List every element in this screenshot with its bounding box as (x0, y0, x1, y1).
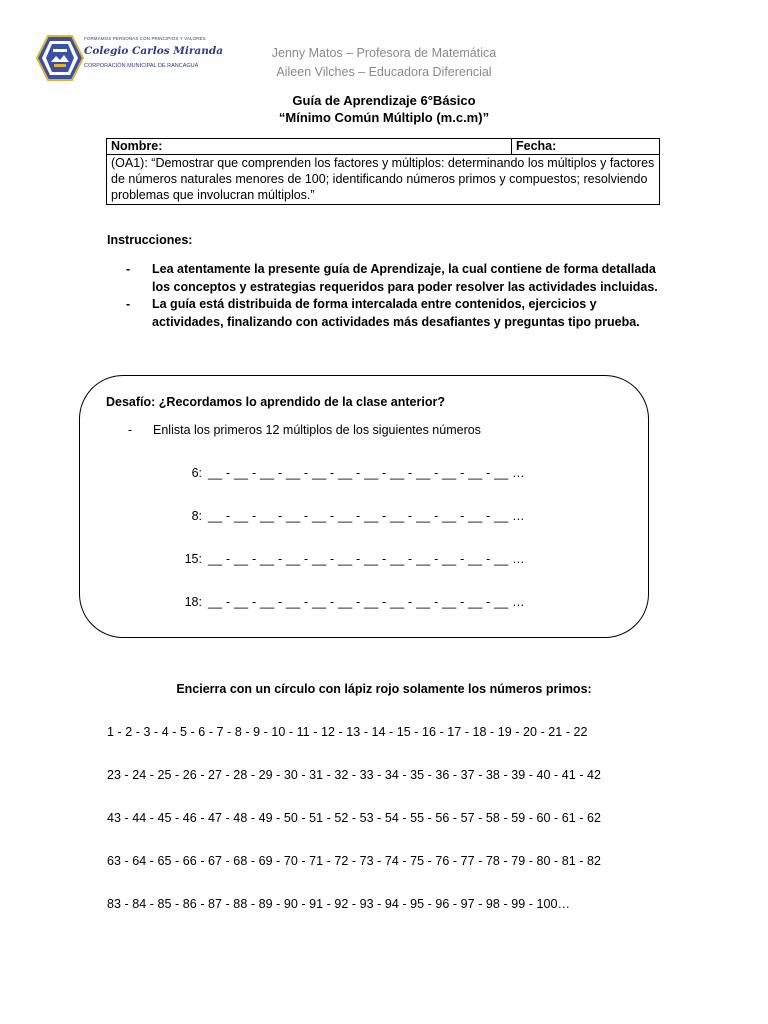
teacher-line-1: Jenny Matos – Profesora de Matemática (271, 46, 497, 60)
student-info-table (106, 138, 660, 205)
instructions-list (126, 261, 666, 331)
challenge-title: Desafío: ¿Recordamos lo aprendido de la clase anterior? (106, 395, 445, 409)
school-name: Colegio Carlos Miranda (84, 45, 223, 57)
multiple-base-number: 15: (184, 552, 202, 566)
multiples-row-8[interactable] (176, 509, 525, 523)
instruction-text: La guía está distribuida de forma intercalada entre contenidos, ejercicios y actividades, finalizando con actividades más desafiantes y preguntas tipo prueba. (152, 297, 640, 329)
guide-title-line-2: “Mínimo Común Múltiplo (m.c.m)” (278, 110, 490, 125)
challenge-instruction: - Enlista los primeros 12 múltiplos de los siguientes números (128, 423, 481, 437)
number-row[interactable]: 63 - 64 - 65 - 66 - 67 - 68 - 69 - 70 - 71 - 72 - 73 - 74 - 75 - 76 - 77 - 78 - 79 - 80 - 81 - 82 (107, 854, 601, 868)
multiples-row-6[interactable] (176, 466, 525, 480)
number-row[interactable]: 83 - 84 - 85 - 86 - 87 - 88 - 89 - 90 - 91 - 92 - 93 - 94 - 95 - 96 - 97 - 98 - 99 - 100… (107, 897, 571, 911)
primes-heading: Encierra con un círculo con lápiz rojo solamente los números primos: (176, 682, 592, 696)
teacher-line-2: Aileen Vilches – Educadora Diferencial (276, 65, 492, 79)
number-row[interactable]: 43 - 44 - 45 - 46 - 47 - 48 - 49 - 50 - 51 - 52 - 53 - 54 - 55 - 56 - 57 - 58 - 59 - 60 - 61 - 62 (107, 811, 601, 825)
number-row[interactable]: 23 - 24 - 25 - 26 - 27 - 28 - 29 - 30 - 31 - 32 - 33 - 34 - 35 - 36 - 37 - 38 - 39 - 40 - 41 - 42 (107, 768, 601, 782)
multiples-row-18[interactable] (176, 595, 525, 609)
teachers-header (0, 44, 768, 82)
learning-objective: (OA1): “Demostrar que comprenden los factores y múltiplos: determinando los múltiplos y factores de números naturales menores de 100; identificando números primos y compuestos; resolviendo problemas que involucran múltiplos.” (111, 156, 655, 202)
guide-title (0, 92, 768, 126)
school-motto: FORMAMOS PERSONAS CON PRINCIPIOS Y VALORES (84, 36, 206, 41)
challenge-instruction-text: Enlista los primeros 12 múltiplos de los siguientes números (153, 423, 481, 437)
multiple-base-number: 8: (191, 509, 202, 523)
school-corporation: CORPORACIÓN MUNICIPAL DE RANCAGUA (84, 63, 199, 69)
instruction-text: Lea atentamente la presente guía de Aprendizaje, la cual contiene de forma detallada los conceptos y estrategias requeridos para poder resolver las actividades incluidas. (152, 262, 658, 294)
info-header-row (107, 139, 659, 155)
multiples-blanks[interactable]: __ - __ - __ - __ - __ - __ - __ - __ - __ - __ - __ - __ … (208, 509, 525, 523)
instruction-item: - La guía está distribuida de forma intercalada entre contenidos, ejercicios y actividades, finalizando con actividades más desafiantes y preguntas tipo prueba. (126, 296, 666, 331)
name-field: Nombre: (107, 139, 512, 154)
multiple-base-number: 6: (191, 466, 202, 480)
multiples-blanks[interactable]: __ - __ - __ - __ - __ - __ - __ - __ - __ - __ - __ - __ … (208, 466, 525, 480)
guide-title-line-1: Guía de Aprendizaje 6°Básico (292, 93, 476, 108)
date-field: Fecha: (516, 139, 557, 153)
instructions-heading: Instrucciones: (107, 233, 193, 247)
multiples-blanks[interactable]: __ - __ - __ - __ - __ - __ - __ - __ - __ - __ - __ - __ … (208, 595, 525, 609)
multiples-blanks[interactable]: __ - __ - __ - __ - __ - __ - __ - __ - __ - __ - __ - __ … (208, 552, 525, 566)
multiples-row-15[interactable] (176, 552, 525, 566)
instruction-item: - Lea atentamente la presente guía de Aprendizaje, la cual contiene de forma detallada los conceptos y estrategias requeridos para poder resolver las actividades incluidas. (126, 261, 666, 296)
number-row[interactable]: 1 - 2 - 3 - 4 - 5 - 6 - 7 - 8 - 9 - 10 - 11 - 12 - 13 - 14 - 15 - 16 - 17 - 18 - 19 - 20 - 21 - 22 (107, 725, 588, 739)
multiple-base-number: 18: (184, 595, 202, 609)
